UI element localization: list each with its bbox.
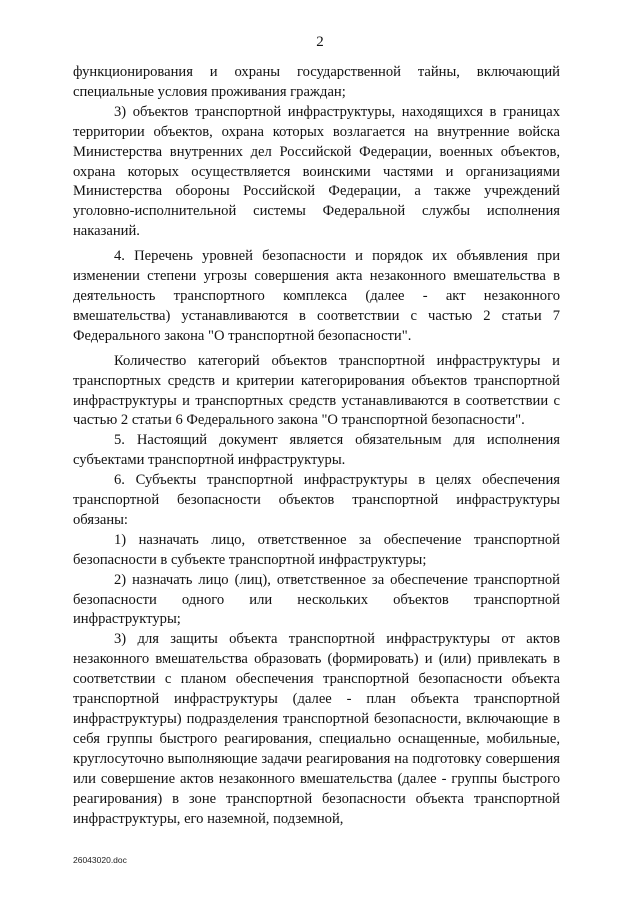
footer-filename: 26043020.doc	[73, 855, 127, 865]
paragraph-obligation-2: 2) назначать лицо (лиц), ответственное за обеспечение транспортной безопасности одного или нескольких объектов транспортной инфраструктуры;	[73, 571, 560, 628]
paragraph-4-security-levels: 4. Перечень уровней безопасности и порядок их объявления при изменении степени угрозы совершения акта незаконного вмешательства в деятельность транспортного комплекса (далее - акт незаконного вмешательства) устанавливаются в соответствии с частью 2 статьи 7 Федерального закона "О транспортной безопасности".	[73, 248, 560, 344]
page-number: 2	[316, 34, 324, 50]
paragraph-6-obligations: 6. Субъекты транспортной инфраструктуры в целях обеспечения транспортной безопасности объектов транспортной инфраструктуры обязаны:	[73, 472, 560, 528]
paragraph-continuation: функционирования и охраны государственной тайны, включающий специальные условия проживания граждан;	[73, 64, 560, 100]
paragraph-obligation-1: 1) назначать лицо, ответственное за обеспечение транспортной безопасности в субъекте транспортной инфраструктуры;	[73, 531, 560, 568]
document-body	[73, 63, 560, 829]
paragraph-categories: Количество категорий объектов транспортной инфраструктуры и транспортных средств и критерии категорирования объектов транспортной инфраструктуры и транспортных средств устанавливаются в соответствии с частью 2 статьи 6 Федерального закона "О транспортной безопасности".	[73, 352, 560, 429]
paragraph-5-mandatory: 5. Настоящий документ является обязательным для исполнения субъектами транспортной инфраструктуры.	[73, 432, 560, 469]
paragraph-item-3-objects: 3) объектов транспортной инфраструктуры, находящихся в границах территории объектов, охрана которых возлагается на внутренние войска Министерства внутренних дел Российской Федерации, военных объектов, охрана которых осуществляется воинскими частями и организациями Министерства обороны Российской Федерации, а также учреждений уголовно-исполнительной системы Федеральной службы исполнения наказаний.	[73, 103, 560, 240]
paragraph-obligation-3: 3) для защиты объекта транспортной инфраструктуры от актов незаконного вмешательства образовать (формировать) и (или) привлекать в соответствии с планом обеспечения транспортной безопасности объекта транспортной инфраструктуры (далее - план объекта транспортной инфраструктуры) подразделения транспортной безопасности, включающие в себя группы быстрого реагирования, специально оснащенные, мобильные, круглосуточно выполняющие задачи реагирования на подготовку совершения или совершение актов незаконного вмешательства (далее - группы быстрого реагирования) в зоне транспортной безопасности объекта транспортной инфраструктуры, его наземной, подземной,	[73, 631, 560, 827]
